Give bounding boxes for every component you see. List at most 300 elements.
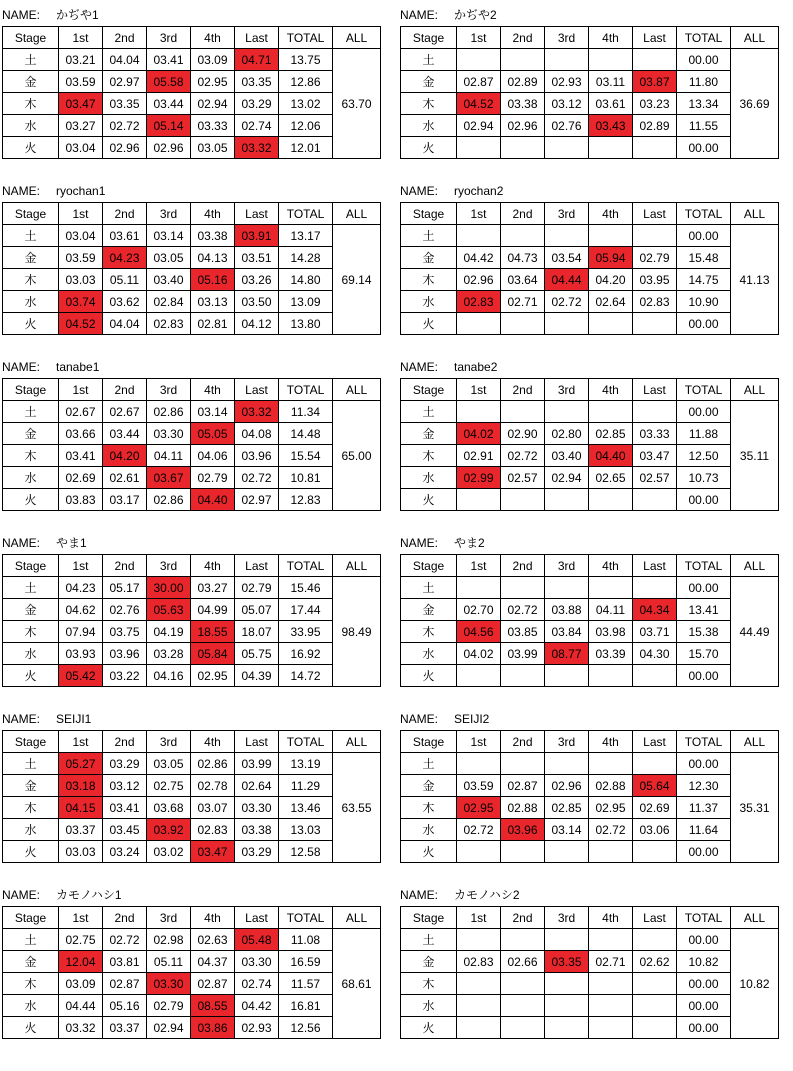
time-cell: 04.02	[457, 643, 501, 665]
column-header: 4th	[191, 27, 235, 49]
time-cell	[545, 225, 589, 247]
time-cell	[589, 973, 633, 995]
column-header: 4th	[191, 907, 235, 929]
time-cell: 03.29	[235, 841, 279, 863]
name-label: NAME:	[2, 536, 41, 550]
time-cell	[589, 49, 633, 71]
time-cell: 04.30	[633, 643, 677, 665]
time-cell: 02.94	[457, 115, 501, 137]
time-cell: 02.96	[103, 137, 147, 159]
time-cell: 03.44	[147, 93, 191, 115]
score-block	[400, 180, 778, 335]
time-cell: 02.83	[633, 291, 677, 313]
total-cell: 15.70	[677, 643, 731, 665]
table-row	[401, 753, 779, 775]
time-cell: 02.83	[457, 951, 501, 973]
name-label: NAME:	[400, 536, 439, 550]
stage-cell: 木	[3, 621, 59, 643]
score-table	[400, 554, 779, 687]
stage-cell: 水	[401, 467, 457, 489]
time-cell: 02.87	[103, 973, 147, 995]
time-cell: 02.57	[633, 467, 677, 489]
column-header: 3rd	[147, 379, 191, 401]
column-header: TOTAL	[677, 27, 731, 49]
time-cell: 02.72	[501, 599, 545, 621]
stage-cell: 土	[3, 929, 59, 951]
score-table	[2, 906, 381, 1039]
table-row	[401, 973, 779, 995]
all-total-cell: 63.55	[333, 753, 381, 863]
time-cell: 04.40	[191, 489, 235, 511]
time-cell: 03.74	[59, 291, 103, 313]
time-cell: 02.94	[191, 93, 235, 115]
table-row	[401, 291, 779, 313]
stage-cell: 金	[401, 71, 457, 93]
time-cell: 02.83	[191, 819, 235, 841]
header-row	[401, 203, 779, 225]
table-row	[401, 643, 779, 665]
column-header: 1st	[457, 379, 501, 401]
time-cell: 03.11	[589, 71, 633, 93]
total-cell: 16.81	[279, 995, 333, 1017]
table-row	[3, 445, 381, 467]
time-cell: 03.18	[59, 775, 103, 797]
stage-cell: 水	[401, 995, 457, 1017]
stage-cell: 水	[3, 995, 59, 1017]
time-cell: 03.41	[103, 797, 147, 819]
column-header: ALL	[731, 731, 779, 753]
table-row	[3, 577, 381, 599]
time-cell: 03.14	[191, 401, 235, 423]
table-row	[401, 115, 779, 137]
time-cell: 02.89	[633, 115, 677, 137]
name-label: NAME:	[2, 360, 41, 374]
time-cell: 02.99	[457, 467, 501, 489]
time-cell: 05.17	[103, 577, 147, 599]
time-cell: 03.84	[545, 621, 589, 643]
time-cell: 02.88	[589, 775, 633, 797]
stage-cell: 金	[3, 599, 59, 621]
time-cell: 03.59	[457, 775, 501, 797]
total-cell: 13.09	[279, 291, 333, 313]
time-cell	[457, 489, 501, 511]
column-header: TOTAL	[677, 379, 731, 401]
total-cell: 14.75	[677, 269, 731, 291]
all-total-cell: 98.49	[333, 577, 381, 687]
score-block	[2, 532, 380, 687]
column-header: Stage	[401, 379, 457, 401]
time-cell: 04.99	[191, 599, 235, 621]
column-header: 2nd	[501, 27, 545, 49]
total-cell: 17.44	[279, 599, 333, 621]
table-row	[401, 951, 779, 973]
time-cell	[545, 577, 589, 599]
header-row	[401, 731, 779, 753]
score-table	[400, 906, 779, 1039]
column-header: 1st	[457, 907, 501, 929]
column-header: 3rd	[147, 555, 191, 577]
total-cell: 15.46	[279, 577, 333, 599]
stage-cell: 水	[3, 467, 59, 489]
time-cell: 02.64	[589, 291, 633, 313]
time-cell	[589, 401, 633, 423]
column-header: Stage	[401, 203, 457, 225]
player-name-line	[2, 180, 380, 202]
time-cell	[633, 401, 677, 423]
time-cell: 04.34	[633, 599, 677, 621]
time-cell: 03.14	[545, 819, 589, 841]
time-cell: 04.06	[191, 445, 235, 467]
time-cell	[589, 577, 633, 599]
time-cell: 04.23	[59, 577, 103, 599]
total-cell: 10.82	[677, 951, 731, 973]
time-cell: 02.71	[501, 291, 545, 313]
column-header: Stage	[3, 203, 59, 225]
player-name-line	[2, 708, 380, 730]
time-cell: 03.32	[235, 137, 279, 159]
time-cell: 02.69	[59, 467, 103, 489]
stage-cell: 金	[3, 71, 59, 93]
time-cell	[589, 665, 633, 687]
total-cell: 33.95	[279, 621, 333, 643]
stage-cell: 金	[3, 247, 59, 269]
player-name: かぢや2	[454, 8, 497, 22]
column-header: ALL	[731, 27, 779, 49]
stage-cell: 木	[3, 93, 59, 115]
table-row	[3, 951, 381, 973]
stage-cell: 水	[3, 643, 59, 665]
time-cell	[501, 137, 545, 159]
column-header: Stage	[401, 27, 457, 49]
time-cell: 03.14	[147, 225, 191, 247]
time-cell: 05.94	[589, 247, 633, 269]
time-cell: 03.02	[147, 841, 191, 863]
time-cell: 02.90	[501, 423, 545, 445]
time-cell: 02.57	[501, 467, 545, 489]
time-cell: 02.88	[501, 797, 545, 819]
time-cell	[589, 225, 633, 247]
stage-cell: 金	[401, 247, 457, 269]
time-cell: 02.94	[545, 467, 589, 489]
column-header: Last	[633, 731, 677, 753]
time-cell: 03.75	[103, 621, 147, 643]
stage-cell: 火	[401, 841, 457, 863]
time-cell: 04.39	[235, 665, 279, 687]
time-cell: 02.74	[235, 115, 279, 137]
column-header: 2nd	[501, 907, 545, 929]
stage-cell: 火	[401, 313, 457, 335]
time-cell: 08.77	[545, 643, 589, 665]
table-row	[3, 489, 381, 511]
name-label: NAME:	[2, 8, 41, 22]
column-header: Stage	[401, 731, 457, 753]
time-cell	[633, 1017, 677, 1039]
player-name: tanabe2	[454, 360, 498, 374]
player-name-line	[2, 532, 380, 554]
stage-cell: 木	[3, 269, 59, 291]
column-header: 4th	[191, 379, 235, 401]
time-cell: 03.26	[235, 269, 279, 291]
player-name: カモノハシ1	[56, 888, 122, 902]
column-header: 1st	[59, 731, 103, 753]
time-cell: 02.95	[589, 797, 633, 819]
total-cell: 13.02	[279, 93, 333, 115]
total-cell: 15.38	[677, 621, 731, 643]
table-row	[3, 423, 381, 445]
score-block	[400, 532, 778, 687]
column-header: Stage	[3, 555, 59, 577]
time-cell: 03.33	[191, 115, 235, 137]
player-name-line	[2, 356, 380, 378]
time-cell	[457, 137, 501, 159]
time-cell: 03.29	[235, 93, 279, 115]
time-cell: 02.97	[103, 71, 147, 93]
table-row	[401, 93, 779, 115]
time-cell: 03.29	[103, 753, 147, 775]
time-cell	[545, 137, 589, 159]
time-cell: 04.40	[589, 445, 633, 467]
time-cell: 03.40	[545, 445, 589, 467]
time-cell: 02.86	[191, 753, 235, 775]
time-cell	[501, 401, 545, 423]
time-cell: 02.89	[501, 71, 545, 93]
stage-cell: 水	[401, 643, 457, 665]
table-row	[3, 841, 381, 863]
time-cell: 03.45	[103, 819, 147, 841]
time-cell: 02.72	[457, 819, 501, 841]
total-cell: 14.48	[279, 423, 333, 445]
time-cell: 03.03	[59, 269, 103, 291]
stage-cell: 土	[401, 929, 457, 951]
column-header: 4th	[589, 555, 633, 577]
all-total-cell: 41.13	[731, 225, 779, 335]
time-cell: 02.95	[191, 665, 235, 687]
time-cell	[457, 665, 501, 687]
time-cell: 02.79	[147, 995, 191, 1017]
time-cell: 03.81	[103, 951, 147, 973]
column-header: 4th	[191, 731, 235, 753]
column-header: Last	[235, 907, 279, 929]
score-table	[400, 378, 779, 511]
time-cell: 02.79	[633, 247, 677, 269]
stage-cell: 金	[401, 423, 457, 445]
total-cell: 00.00	[677, 225, 731, 247]
table-row	[3, 71, 381, 93]
total-cell: 00.00	[677, 49, 731, 71]
time-cell	[633, 137, 677, 159]
table-row	[3, 115, 381, 137]
time-cell: 05.84	[191, 643, 235, 665]
column-header: 3rd	[545, 555, 589, 577]
column-header: Last	[235, 731, 279, 753]
column-header: Last	[235, 379, 279, 401]
time-cell: 03.17	[103, 489, 147, 511]
time-cell: 03.61	[103, 225, 147, 247]
time-cell	[501, 753, 545, 775]
time-cell	[545, 753, 589, 775]
column-header: Stage	[3, 379, 59, 401]
total-cell: 00.00	[677, 841, 731, 863]
total-cell: 12.50	[677, 445, 731, 467]
header-row	[3, 379, 381, 401]
column-header: 2nd	[103, 27, 147, 49]
time-cell: 03.03	[59, 841, 103, 863]
stage-cell: 金	[3, 951, 59, 973]
score-table	[2, 730, 381, 863]
stage-cell: 火	[3, 489, 59, 511]
time-cell: 08.55	[191, 995, 235, 1017]
total-cell: 12.56	[279, 1017, 333, 1039]
time-cell: 02.97	[235, 489, 279, 511]
table-row	[401, 401, 779, 423]
column-header: 1st	[457, 555, 501, 577]
time-cell: 04.56	[457, 621, 501, 643]
column-header: 4th	[589, 731, 633, 753]
time-cell: 04.12	[235, 313, 279, 335]
stage-cell: 土	[3, 753, 59, 775]
total-cell: 10.73	[677, 467, 731, 489]
time-cell: 03.59	[59, 247, 103, 269]
time-cell: 04.11	[147, 445, 191, 467]
time-cell: 03.39	[589, 643, 633, 665]
time-cell: 02.75	[59, 929, 103, 951]
stage-cell: 木	[3, 797, 59, 819]
time-cell: 04.52	[59, 313, 103, 335]
time-cell: 03.07	[191, 797, 235, 819]
time-cell: 04.13	[191, 247, 235, 269]
time-cell: 04.73	[501, 247, 545, 269]
total-cell: 12.83	[279, 489, 333, 511]
time-cell: 03.38	[191, 225, 235, 247]
time-cell: 03.30	[147, 423, 191, 445]
time-cell: 02.96	[147, 137, 191, 159]
player-name-line	[400, 884, 778, 906]
name-label: NAME:	[400, 360, 439, 374]
time-cell: 05.75	[235, 643, 279, 665]
time-cell: 03.41	[147, 49, 191, 71]
total-cell: 12.01	[279, 137, 333, 159]
score-block	[2, 356, 380, 511]
time-cell: 05.64	[633, 775, 677, 797]
time-cell: 04.23	[103, 247, 147, 269]
time-cell	[633, 49, 677, 71]
total-cell: 00.00	[677, 401, 731, 423]
time-cell	[501, 225, 545, 247]
time-cell: 03.96	[501, 819, 545, 841]
column-header: ALL	[333, 203, 381, 225]
column-header: 4th	[589, 27, 633, 49]
column-header: TOTAL	[279, 203, 333, 225]
time-cell	[633, 995, 677, 1017]
total-cell: 14.28	[279, 247, 333, 269]
time-cell: 02.72	[103, 929, 147, 951]
time-cell	[457, 225, 501, 247]
time-cell: 02.86	[147, 489, 191, 511]
all-total-cell: 63.70	[333, 49, 381, 159]
time-cell	[457, 313, 501, 335]
time-cell	[589, 995, 633, 1017]
column-header: 4th	[589, 907, 633, 929]
column-header: 1st	[457, 203, 501, 225]
time-cell: 03.35	[103, 93, 147, 115]
table-row	[3, 247, 381, 269]
table-row	[401, 247, 779, 269]
time-cell	[545, 665, 589, 687]
time-cell	[457, 973, 501, 995]
time-cell: 02.85	[589, 423, 633, 445]
time-cell: 03.35	[235, 71, 279, 93]
time-cell: 02.62	[633, 951, 677, 973]
stage-cell: 土	[401, 577, 457, 599]
time-cell: 03.88	[545, 599, 589, 621]
time-cell: 03.44	[103, 423, 147, 445]
stage-cell: 土	[3, 49, 59, 71]
time-cell	[589, 1017, 633, 1039]
stage-cell: 土	[3, 401, 59, 423]
table-row	[3, 313, 381, 335]
time-cell: 03.05	[147, 247, 191, 269]
table-row	[401, 489, 779, 511]
column-header: 3rd	[147, 731, 191, 753]
time-cell	[501, 995, 545, 1017]
column-header: Last	[235, 555, 279, 577]
player-name: tanabe1	[56, 360, 100, 374]
column-header: TOTAL	[279, 907, 333, 929]
time-cell: 03.30	[147, 973, 191, 995]
time-cell: 04.04	[103, 313, 147, 335]
time-cell: 03.64	[501, 269, 545, 291]
stage-cell: 水	[3, 115, 59, 137]
table-row	[3, 973, 381, 995]
score-table	[2, 554, 381, 687]
table-row	[401, 423, 779, 445]
time-cell: 03.99	[501, 643, 545, 665]
table-row	[3, 995, 381, 1017]
stage-cell: 金	[401, 775, 457, 797]
time-cell: 03.92	[147, 819, 191, 841]
total-cell: 11.57	[279, 973, 333, 995]
total-cell: 12.30	[677, 775, 731, 797]
time-cell: 03.96	[103, 643, 147, 665]
name-label: NAME:	[2, 712, 41, 726]
time-cell: 04.15	[59, 797, 103, 819]
time-cell	[633, 225, 677, 247]
time-cell: 03.85	[501, 621, 545, 643]
column-header: 3rd	[545, 907, 589, 929]
column-header: ALL	[731, 555, 779, 577]
time-cell: 02.66	[501, 951, 545, 973]
time-cell: 03.71	[633, 621, 677, 643]
total-cell: 16.59	[279, 951, 333, 973]
time-cell: 05.07	[235, 599, 279, 621]
time-cell	[633, 841, 677, 863]
stage-cell: 火	[3, 665, 59, 687]
time-cell: 02.93	[545, 71, 589, 93]
time-cell	[589, 489, 633, 511]
time-cell: 03.86	[191, 1017, 235, 1039]
time-cell: 02.74	[235, 973, 279, 995]
player-name: ryochan2	[454, 184, 504, 198]
time-cell: 04.37	[191, 951, 235, 973]
total-cell: 00.00	[677, 1017, 731, 1039]
total-cell: 14.72	[279, 665, 333, 687]
all-total-cell: 69.14	[333, 225, 381, 335]
time-cell: 04.44	[59, 995, 103, 1017]
time-cell	[545, 489, 589, 511]
table-row	[3, 1017, 381, 1039]
time-cell: 03.23	[633, 93, 677, 115]
time-cell: 02.87	[457, 71, 501, 93]
